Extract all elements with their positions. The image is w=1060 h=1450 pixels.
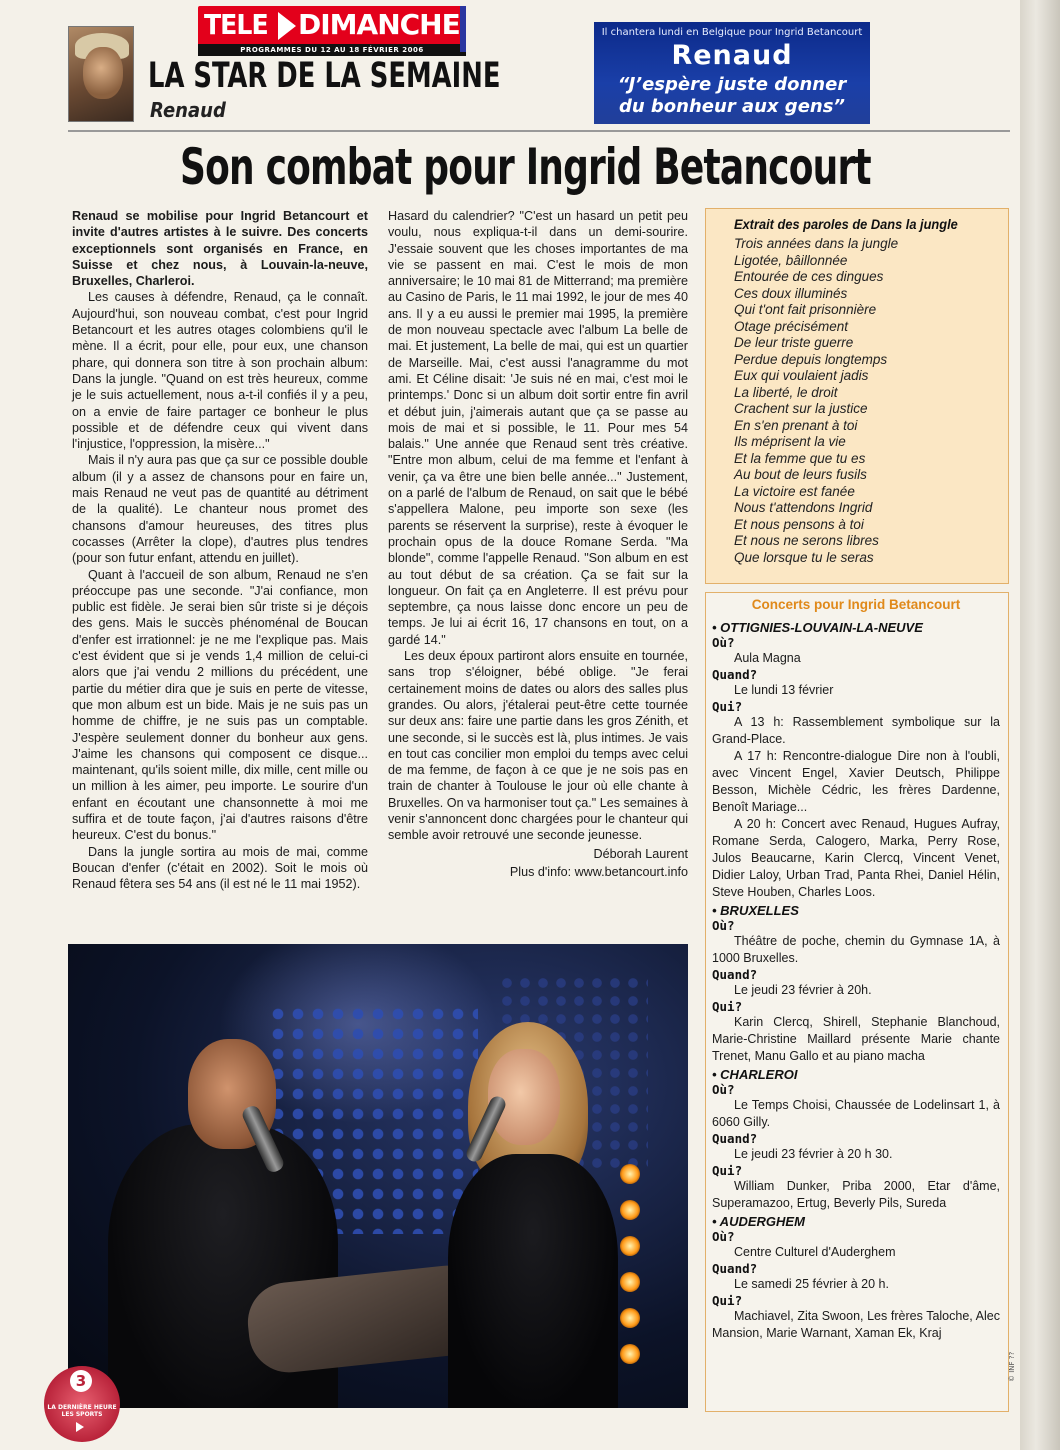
lyrics-line: Et la femme que tu es — [734, 450, 866, 466]
concert-who: A 20 h: Concert avec Renaud, Hugues Aufray, Romane Serda, Calogero, Marka, Perry Rose, Julos Beaucarne, Karin Clercq, Vincent Venet, Didier Laloy, Urban Trad, Panta Rhei, Daniel Hélin, Steve Houben, Charles Loos. — [712, 817, 1000, 899]
promo-quote-line-1: “J’espère juste donner — [617, 74, 847, 95]
concerts-title: Concerts pour Ingrid Betancourt — [751, 597, 961, 612]
renaud-portrait — [68, 26, 134, 122]
stage-bulbs — [614, 1164, 644, 1404]
article-column-1 — [72, 208, 368, 892]
photo-credit: © INF ?? — [1008, 1351, 1016, 1382]
concert-city: • AUDERGHEM — [712, 1214, 805, 1229]
stage-bulb — [620, 1272, 640, 1292]
lyrics-line: De leur triste guerre — [734, 335, 854, 350]
concert-when-label: Quand? — [712, 1131, 758, 1146]
concert-when-label: Quand? — [712, 967, 758, 982]
lyrics-line: Crachent sur la justice — [734, 401, 868, 416]
concert-where: Le Temps Choisi, Chaussée de Lodelinsart 1, à 6060 Gilly. — [712, 1098, 1000, 1129]
concert-who: William Dunker, Priba 2000, Etar d'âme, Superamazoo, Ertug, Beverly Pils, Sureda — [712, 1179, 1000, 1210]
concert-when-label: Quand? — [712, 1261, 758, 1276]
concert-where-label: Où? — [712, 635, 735, 650]
concert-when: Le lundi 13 février — [734, 683, 834, 697]
section-title: LA STAR DE LA SEMAINE — [148, 56, 501, 96]
lyrics-line: Trois années dans la jungle — [734, 236, 899, 251]
lyrics-line: Ligotée, bâillonnée — [734, 252, 848, 268]
masthead-accent — [460, 6, 466, 52]
concert-where: Théâtre de poche, chemin du Gymnase 1A, à 1000 Bruxelles. — [712, 934, 1000, 965]
concert-city: • BRUXELLES — [712, 903, 799, 918]
concert-where-label: Où? — [712, 1229, 735, 1244]
concert-who: Machiavel, Zita Swoon, Les frères Taloche, Alec Mansion, Marie Warnant, Xaman Ek, Kraj — [712, 1309, 1000, 1340]
concert-when: Le samedi 25 février à 20 h. — [734, 1277, 889, 1291]
lyrics-line: En s'en prenant à toi — [734, 417, 858, 433]
concerts-box — [705, 592, 1009, 1412]
stage-bulb — [620, 1236, 640, 1256]
concert-photo — [68, 944, 688, 1408]
page-number: 3 — [70, 1370, 92, 1392]
article-paragraph: Mais il n'y aura pas que ça sur ce possible double album (il y a assez de chansons pour en faire un, mais Renaud ne veut pas de quantité au détriment de la qualité). Le chanteur nous promet des chansons d'amour heureuses, des titres plus cocasses (Arrêter la clope), d'autres plus tendres (pour son futur enfant, attendu en juillet). — [72, 453, 368, 566]
lyrics-line: Et nous ne serons libres — [734, 533, 879, 548]
concert-who-label: Qui? — [712, 699, 743, 714]
lyrics-line: Nous t'attendons Ingrid — [734, 500, 873, 515]
promo-name: Renaud — [671, 40, 793, 71]
concert-who-label: Qui? — [712, 1163, 743, 1178]
portrait-face — [83, 47, 123, 99]
concert-who-label: Qui? — [712, 1293, 743, 1308]
concert-when: Le jeudi 23 février à 20 h 30. — [734, 1147, 893, 1161]
singer-romane-body — [448, 1154, 618, 1408]
lyrics-line: Qui t'ont fait prisonnière — [734, 302, 877, 317]
lyrics-line: Au bout de leurs fusils — [734, 467, 867, 482]
article-column-2 — [388, 208, 688, 880]
section-star-name: Renaud — [150, 98, 226, 122]
concert-where-label: Où? — [712, 918, 735, 933]
concert-city: • CHARLEROI — [712, 1067, 798, 1082]
concert-where-label: Où? — [712, 1082, 735, 1097]
lyrics-line: Ces doux illuminés — [734, 285, 848, 301]
badge-text-1: LA DERNIÈRE HEURE — [47, 1404, 117, 1411]
article-paragraph: Hasard du calendrier? "C'est un hasard un petit peu voulu, nous expliqua-t-il dans un demi-sourire. J'essaie souvent que les choses importantes de ma vie se passent en mai. C'est le mois de mon anniversaire; le 10 mai 81 de Mitterrand; ma première au Casino de Paris, le 11 mai 1992, le jour de mes 40 ans. Il y a eu aussi le premier mai 1995, la première de mon nouveau spectacle avec l'album La belle de mai. Et justement, La belle de mai, qui est un quartier de Marseille. Mai, c'est aussi l'anagramme du mot ami. Et Céline disait: 'Je suis né en mai, c'est moi le printemps.' Donc si un album doit sortir entre fin avril et début juin, j'aimerais autant que ça se passe au mois de mai et si possible, le 11. Pour mes 54 balais." Une année que Renaud sent très créative. "Entre mon album, celui de ma femme et l'enfant à venir, ça va être une bien belle année..." Justement, on a parlé de l'album de Renaud, on sait que le bébé s'appellera Malone, peu importe son sexe (les parents se réservent la surprise), reste à évoquer le prochain opus de la douce Romane Serda. "Ma blonde", comme l'appelle Renaud. "Son album en est au tout début de sa création. Ça se fait sur la longueur. On fait ça en Angleterre. Il est prévu pour septembre, ça nous laisse donc encore un peu de temps. Je lui ai écrit 16, 17 chansons en tout, on a gardé 14." — [388, 209, 688, 647]
lyrics-line: Perdue depuis longtemps — [734, 351, 888, 367]
article-paragraph: Les deux époux partiront alors ensuite en tournée, sans trop s'éloigner, bébé oblige. "Je ferai certainement moins de dates ou alors des salles plus grandes. Ou alors, j'étalerai peut-être cette tournée sur deux ans: faire une partie dans les gros Zénith, et une seconde, si le succès est là, plus intimes. Je vais en tout cas concilier mon emploi du temps avec celui de ma femme, de façon à ce que je ne sois pas en train de chanter à Toulouse le jour où elle chante à Bruxelles. On va harmoniser tout ça." Les semaines à venir s'annoncent donc chargées pour le chanteur qui semble avoir retrouvé une seconde jeunesse. — [388, 649, 688, 843]
stage-bulb — [620, 1308, 640, 1328]
promo-box — [594, 22, 870, 124]
lyrics-line: La victoire est fanée — [734, 483, 855, 499]
lyrics-line: Et nous pensons à toi — [734, 516, 864, 532]
article-paragraph: Dans la jungle sortira au mois de mai, comme Boucan d'enfer (c'était en 2002). Soit le mois où Renaud fêtera ses 54 ans (il est né le 11 mai 1952). — [72, 844, 368, 892]
promo-quote — [602, 74, 862, 118]
masthead-logo — [198, 6, 466, 52]
lyrics-box — [705, 208, 1009, 584]
concert-when: Le jeudi 23 février à 20h. — [734, 983, 872, 997]
article-paragraph: Les causes à défendre, Renaud, ça le connaît. Aujourd'hui, son nouveau combat, c'est pour Ingrid Betancourt et les autres otages colombiens qu'il le mène. Il a écrit, pour elle, pour eux, une chanson phare, qui donnera son titre à son prochain album: Dans la jungle. "Quand on est très heureux, comme je le suis actuellement, nous a-t-il confiés il y a peu, on a envie de faire partager ce bonheur le plus possible et de défendre ceux qui vivent dans l'injustice, l'oppression, la misère..." — [72, 290, 368, 452]
promo-quote-line-2: du bonheur aux gens” — [618, 96, 846, 117]
lyrics-line: La liberté, le droit — [734, 384, 838, 400]
lyrics-line: Eux qui voulaient jadis — [734, 368, 869, 383]
concert-city: • OTTIGNIES-LOUVAIN-LA-NEUVE — [712, 620, 923, 635]
concert-where: Aula Magna — [734, 651, 801, 665]
concert-when-label: Quand? — [712, 667, 758, 682]
promo-kicker: Il chantera lundi en Belgique pour Ingrid Betancourt — [601, 27, 863, 38]
masthead-dimanche: DIMANCHE — [298, 8, 460, 41]
article-author: Déborah Laurent — [593, 846, 688, 861]
concert-where: Centre Culturel d'Auderghem — [734, 1245, 896, 1259]
article-headline: Son combat pour Ingrid Betancourt — [180, 138, 871, 196]
lyrics-line: Otage précisément — [734, 318, 849, 334]
stage-bulb — [620, 1164, 640, 1184]
masthead-tele: TELE — [204, 8, 268, 41]
lyrics-lines — [734, 236, 994, 566]
badge-text-2: LES SPORTS — [61, 1411, 103, 1418]
page-binding — [1020, 0, 1060, 1450]
article-lead: Renaud se mobilise pour Ingrid Betancourt et invite d'autres artistes à le suivre. Des concerts exceptionnels sont organisés en France, en Suisse et chez nous, à Louvain-la-neuve, Bruxelles, Charleroi. — [72, 209, 368, 289]
masthead-arrow-icon — [278, 12, 296, 40]
article-paragraph: Quant à l'accueil de son album, Renaud ne s'en préoccupe pas une seconde. "J'ai confiance, mon public est fidèle. Je serai bien sûr triste si je déçois des gens. Mais le succès phénoménal de Boucan d'enfer est irrationnel: je ne me l'explique pas. Mais c'est évident que si je vends 1,4 million de celui-ci alors que j'ai vendu 2 millions du précédent, une partie du métier dira que je suis en perte de vitesse, que mon album est un bide. Mais je ne suis pas un homme de chiffre, je ne suis pas un comptable. J'espère seulement donner du bonheur aux gens. J'aime les chansons qui composent ce disque... maintenant, qu'ils soient mille, dix mille, cent mille ou un million à les aimer, peu importe. Le sourire d'un enfant en écoutant une chansonnette à moi me suffira et de toute façon, j'ai d'autres raisons d'être heureux. C'est du bonus." — [72, 567, 368, 843]
concerts-list — [712, 620, 1000, 1342]
stage-bulb — [620, 1200, 640, 1220]
concert-who-label: Qui? — [712, 999, 743, 1014]
lyrics-line: Que lorsque tu le seras — [734, 549, 874, 565]
lyrics-line: Ils méprisent la vie — [734, 434, 846, 449]
play-icon — [76, 1422, 84, 1432]
lyrics-title: Extrait des paroles de Dans la jungle — [734, 217, 958, 232]
stage-bulb — [620, 1344, 640, 1364]
concert-who: A 17 h: Rencontre-dialogue Dire non à l'oubli, avec Vincent Engel, Xavier Deutsch, Philippe Besson, Michèle Cédric, les frères Dardenne, Benoît Mariage... — [712, 749, 1000, 814]
article-info-link[interactable]: Plus d'info: www.betancourt.info — [509, 864, 688, 879]
page-badge — [44, 1366, 120, 1442]
concert-who: A 13 h: Rassemblement symbolique sur la Grand-Place. — [712, 715, 1000, 746]
header-rule — [68, 130, 1010, 132]
lyrics-line: Entourée de ces dingues — [734, 269, 884, 284]
masthead-programmes: PROGRAMMES DU 12 AU 18 FÉVRIER 2006 — [198, 44, 466, 56]
concert-who: Karin Clercq, Shirell, Stephanie Blanchoud, Marie-Christine Maillard présente Marie chante Trenet, Manu Gallo et au piano macha — [712, 1015, 1000, 1063]
badge-text — [44, 1404, 120, 1418]
